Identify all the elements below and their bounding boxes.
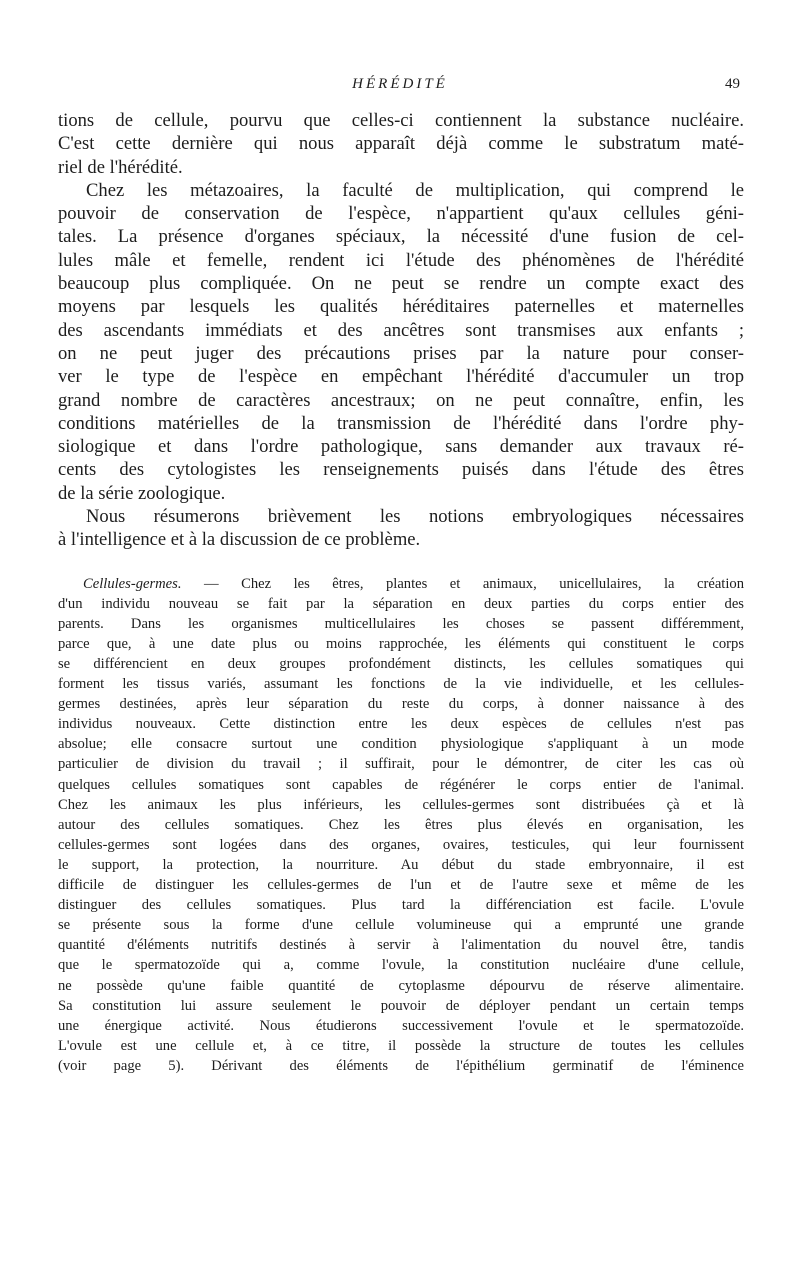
text-line: des ascendants immédiats et des ancêtres sont transmises aux enfants ; xyxy=(58,319,744,341)
small-text-line: distinguer des cellules somatiques. Plus tard la différenciation est facile. L'ovule xyxy=(58,897,744,914)
small-text-line: parents. Dans les organismes multicellulaires les choses se passent différemment, xyxy=(58,615,744,632)
running-head xyxy=(60,76,740,100)
small-text-line: particulier de division du travail ; il suffirait, pour le démontrer, de citer les cas où xyxy=(58,756,744,773)
small-text-line: se présente sous la forme d'une cellule volumineuse qui a emprunté une grande xyxy=(58,917,744,934)
section-first-line xyxy=(58,574,744,594)
small-text-line: que le spermatozoïde qui a, comme l'ovule, la constitution nucléaire d'une cellule, xyxy=(58,957,744,974)
text-line: grand nombre de caractères ancestraux; on ne peut connaître, enfin, les xyxy=(58,389,744,411)
text-line: de la série zoologique. xyxy=(58,482,226,504)
text-line: siologique et dans l'ordre pathologique, sans demander aux travaux ré- xyxy=(58,436,744,458)
page-number: 49 xyxy=(725,76,740,92)
small-text-line: L'ovule est une cellule et, à ce titre, il possède la structure de toutes les cellules xyxy=(58,1037,744,1054)
small-print-section xyxy=(58,574,744,1076)
small-text-line: quelques cellules somatiques sont capables de régénérer le corps entier de l'animal. xyxy=(58,776,744,793)
text-line: lules mâle et femelle, rendent ici l'étude des phénomènes de l'hérédité xyxy=(58,249,744,271)
text-line: beaucoup plus compliquée. On ne peut se rendre un compte exact des xyxy=(58,273,744,295)
section-first-line-text: — Chez les êtres, plantes et animaux, unicellulaires, la création xyxy=(181,575,744,592)
small-text-line: (voir page 5). Dérivant des éléments de l'épithélium germinatif de l'éminence xyxy=(58,1057,744,1074)
small-text-line: une énergique activité. Nous étudierons successivement l'ovule et le spermatozoïde. xyxy=(58,1017,744,1034)
text-line: tales. La présence d'organes spéciaux, la nécessité d'une fusion de cel- xyxy=(58,226,744,248)
small-text-line: ne possède qu'une faible quantité de cytoplasme dépourvu de réserve alimentaire. xyxy=(58,977,744,994)
text-line: moyens par lesquels les qualités héréditaires paternelles et maternelles xyxy=(58,296,744,318)
small-text-line: germes destinées, après leur séparation du reste du corps, à donner naissance à des xyxy=(58,696,744,713)
body-text xyxy=(58,109,744,1076)
small-text-line: parce que, à une date plus ou moins rapprochée, les éléments qui constituent le corps xyxy=(58,635,744,652)
small-text-line: autour des cellules somatiques. Chez les êtres plus élevés en organisation, les xyxy=(58,816,744,833)
text-line: pouvoir de conservation de l'espèce, n'appartient qu'aux cellules géni- xyxy=(58,203,744,225)
text-line: Nous résumerons brièvement les notions embryologiques nécessaires xyxy=(86,506,744,528)
text-line: C'est cette dernière qui nous apparaît déjà comme le substratum maté- xyxy=(58,133,744,155)
text-line: on ne peut juger des précautions prises par la nature pour conser- xyxy=(58,342,744,364)
section-heading: Cellules-germes. xyxy=(83,575,182,592)
text-line: riel de l'hérédité. xyxy=(58,156,183,178)
small-text-line: le support, la protection, la nourriture. Au début du stade embryonnaire, il est xyxy=(58,856,744,873)
small-text-line: forment les tissus variés, assumant les fonctions de la vie individuelle, et les cellules- xyxy=(58,676,744,693)
small-text-line: individus nouveaux. Cette distinction entre les deux espèces de cellules n'est pas xyxy=(58,716,744,733)
small-text-line: Sa constitution lui assure seulement le pouvoir de déployer pendant un certain temps xyxy=(58,997,744,1014)
small-text-line: se différencient en deux groupes profondément distincts, les cellules somatiques qui xyxy=(58,656,744,673)
text-line: ver le type de l'espèce en empêchant l'hérédité d'accumuler un trop xyxy=(58,366,744,388)
running-title: HÉRÉDITÉ xyxy=(352,76,448,92)
small-text-line: difficile de distinguer les cellules-germes de l'un et de l'autre sexe et même de les xyxy=(58,877,744,894)
small-text-line: cellules-germes sont logées dans des organes, ovaires, testicules, qui leur fournissent xyxy=(58,836,744,853)
small-text-line: quantité d'éléments nutritifs destinés à servir à l'alimentation du nouvel être, tandis xyxy=(58,937,744,954)
text-line: à l'intelligence et à la discussion de ce problème. xyxy=(58,529,421,551)
small-text-line: Chez les animaux les plus inférieurs, les cellules-germes sont distribuées çà et là xyxy=(58,796,744,813)
text-line: tions de cellule, pourvu que celles-ci contiennent la substance nucléaire. xyxy=(58,110,744,131)
main-text xyxy=(58,109,744,552)
small-text-line: d'un individu nouveau se fait par la séparation en deux parties du corps entier des xyxy=(58,595,744,612)
text-line: cents des cytologistes les renseignements puisés dans l'étude des êtres xyxy=(58,459,744,481)
text-line: Chez les métazoaires, la faculté de multiplication, qui comprend le xyxy=(86,179,744,201)
text-line: conditions matérielles de la transmission de l'hérédité dans l'ordre phy- xyxy=(58,412,744,434)
small-text-line: absolue; elle consacre surtout une condition physiologique s'appliquant à un mode xyxy=(58,736,744,753)
